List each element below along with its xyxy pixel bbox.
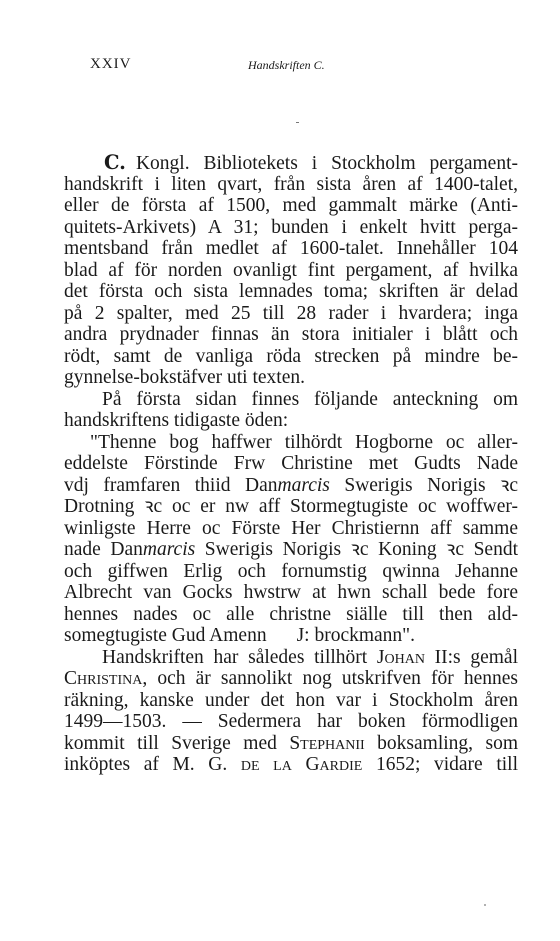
quote-signature: J: brockmann". — [296, 625, 416, 646]
small-caps-name: Stephanii — [289, 732, 365, 754]
paragraph-1-line: gynnelse-bokstäfver uti texten. — [64, 367, 305, 388]
text-run: somegtugiste Gud Amenn — [64, 625, 267, 646]
paragraph-1-line: rödt, samt de vanliga röda strecken på mindre be- — [64, 345, 518, 367]
small-caps-name: de la Gardie — [240, 754, 363, 775]
paragraph-3-line — [64, 733, 518, 755]
quote-line: "Thenne bog haffwer tilhördt Hogborne oc aller- — [90, 431, 518, 453]
page-number: XXIV — [90, 56, 132, 72]
paragraph-3-line: 1499—1503. — Sedermera har boken förmodligen — [64, 711, 518, 732]
paragraph-1-line: på 2 spalter, med 25 till 28 rader i hvardera; inga — [64, 302, 518, 324]
paragraph-1-line: handskrift i liten qvart, från sista åren af 1400-talet, — [64, 173, 518, 195]
quote-line: Drotning ꝛc oc er nw aff Stormegtugiste oc woffwer- — [64, 496, 518, 517]
italic-text: marcis — [277, 474, 330, 496]
text-run: Handskriften har således tillhört — [102, 646, 377, 668]
text-run: 1652; vidare till — [362, 754, 519, 775]
italic-text: marcis — [142, 539, 196, 560]
paragraph-1-line: eller de första af 1500, med gammalt märke (Anti- — [64, 195, 518, 216]
stray-mark — [296, 122, 299, 123]
text-run: inköptes af M. G. — [64, 754, 241, 775]
quote-line: Albrecht van Gocks hwstrw at hwn schall bede fore — [64, 582, 518, 603]
text-run: vdj framfaren thiid Dan — [64, 474, 278, 496]
quote-line — [64, 475, 518, 497]
quote-line — [64, 625, 518, 647]
paragraph-2-line: handskriftens tidigaste öden: — [64, 410, 289, 431]
small-caps-name: Johan — [376, 646, 425, 668]
paragraph-1-line: det första och sista lemnades toma; skriften är delad — [64, 281, 518, 302]
paragraph-1-line — [64, 152, 518, 174]
text-run: , och är sannolikt nog utskrifven för hennes — [142, 668, 518, 689]
text-run: kommit till Sverige med — [64, 732, 290, 754]
running-title: Handskriften C. — [248, 58, 325, 72]
quote-line: och giffwen Erlig och fornumstig qwinna Jehanne — [64, 560, 518, 582]
text-run: nade Dan — [64, 539, 143, 560]
running-head — [90, 56, 505, 80]
text-run: II:s gemål — [424, 646, 518, 668]
paragraph-3-line — [64, 668, 518, 690]
quote-line: winligste Herre oc Förste Her Christiernn aff samme — [64, 517, 518, 539]
quote-line: hennes nades oc alle christne siälle till then ald- — [64, 603, 518, 625]
paragraph-1-line: mentsband från medlet af 1600-talet. Innehåller 104 — [64, 238, 518, 259]
paragraph-3-line — [64, 754, 518, 776]
section-initial: C. — [104, 151, 126, 174]
quote-line: eddelste Förstinde Frw Christine met Gudts Nade — [64, 453, 518, 474]
text-run: boksamling, som — [364, 732, 518, 754]
paragraph-1-line: andra prydnader finnas än stora initialer i blått och — [64, 324, 518, 345]
paragraph-3-line — [64, 647, 518, 669]
paragraph-1-line: quitets-Arkivets) A 31; bunden i enkelt hvitt perga- — [64, 216, 518, 238]
paragraph-3-line: räkning, kanske under det hon var i Stockholm åren — [64, 689, 518, 711]
text-run: Swerigis Norigis ꝛc — [329, 474, 518, 496]
body-text — [64, 152, 518, 776]
quote-line — [64, 539, 518, 561]
paragraph-1-line: blad af för norden ovanligt fint pergament, af hvilka — [64, 259, 518, 281]
stray-dot — [484, 904, 486, 906]
small-caps-name: Christina — [64, 668, 143, 689]
line-text: Kongl. Bibliotekets i Stockholm pergament- — [135, 153, 518, 174]
paragraph-2-line: På första sidan finnes följande anteckning om — [102, 388, 518, 410]
text-run: Swerigis Norigis ꝛc Koning ꝛc Sendt — [195, 539, 518, 560]
